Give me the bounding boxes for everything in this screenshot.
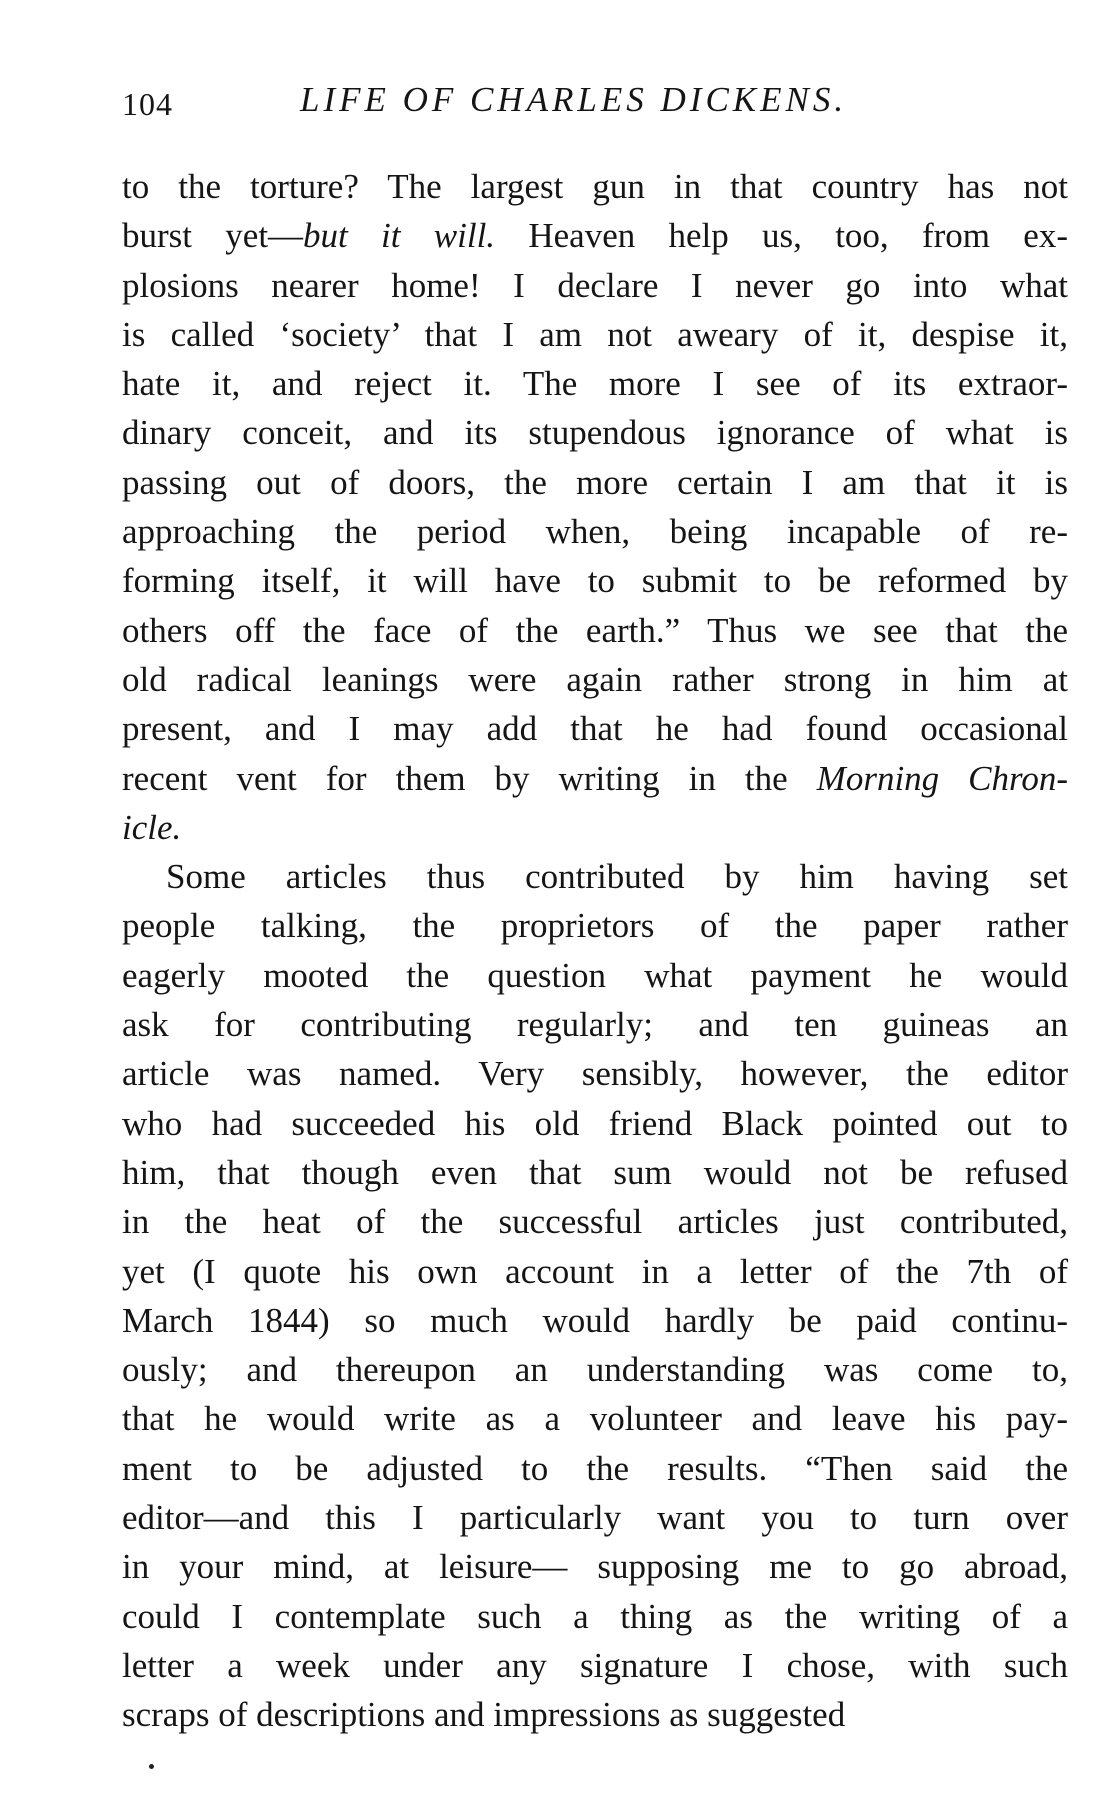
text-line — [122, 1148, 1068, 1197]
text-run: recent vent for them by writing in the — [122, 758, 817, 798]
italic-run: icle. — [122, 807, 182, 847]
text-line — [122, 655, 1068, 704]
text-run: article was named. Very sensibly, however, the editor — [122, 1054, 1068, 1094]
text-line — [122, 162, 1068, 211]
italic-run: but it will. — [303, 216, 496, 256]
text-line — [122, 1099, 1068, 1148]
text-run: yet (I quote his own account in a letter of the 7th of — [122, 1251, 1068, 1291]
text-line — [122, 1542, 1068, 1591]
text-line — [122, 803, 1068, 852]
text-run: in the heat of the successful articles just contributed, — [122, 1202, 1068, 1242]
page-header — [122, 80, 1062, 132]
text-run: to the torture? The largest gun in that country has not — [122, 167, 1068, 206]
text-run: ment to be adjusted to the results. “Then said the — [122, 1448, 1068, 1488]
text-line — [122, 1641, 1068, 1690]
text-run: forming itself, it will have to submit to be reformed by — [122, 561, 1068, 601]
text-run: could I contemplate such a thing as the writing of a — [122, 1596, 1068, 1636]
text-run: Heaven help us, too, from ex- — [495, 216, 1068, 256]
text-run: others off the face of the earth.” Thus we see that the — [122, 610, 1068, 650]
text-run: plosions nearer home! I declare I never go into what — [122, 265, 1068, 305]
text-line — [122, 261, 1068, 310]
text-line — [122, 1394, 1068, 1443]
text-run: ask for contributing regularly; and ten guineas an — [122, 1005, 1068, 1045]
text-line — [122, 458, 1068, 507]
body-text — [122, 162, 1068, 1740]
text-line — [122, 852, 1068, 901]
text-run: scraps of descriptions and impressions as suggested — [122, 1695, 846, 1735]
text-run: present, and I may add that he had found occasional — [122, 709, 1068, 749]
text-line — [122, 310, 1068, 359]
text-line — [122, 1296, 1068, 1345]
text-line — [122, 1592, 1068, 1641]
text-line — [122, 1247, 1068, 1296]
text-run: dinary conceit, and its stupendous ignorance of what is — [122, 413, 1068, 453]
running-title: LIFE OF CHARLES DICKENS. — [300, 80, 848, 119]
text-line — [122, 1049, 1068, 1098]
printer-dot-mark — [149, 1764, 154, 1769]
text-run: in your mind, at leisure— supposing me to go abroad, — [122, 1547, 1068, 1587]
text-run: Some articles thus contributed by him having set — [166, 857, 1068, 897]
text-line — [122, 1493, 1068, 1542]
text-line — [122, 951, 1068, 1000]
text-line — [122, 1345, 1068, 1394]
text-run: eagerly mooted the question what payment he would — [122, 955, 1068, 995]
text-line — [122, 704, 1068, 753]
text-run: that he would write as a volunteer and leave his pay- — [122, 1399, 1068, 1439]
text-run: approaching the period when, being incapable of re- — [122, 512, 1068, 552]
text-run: him, that though even that sum would not be refused — [122, 1152, 1068, 1192]
text-line — [122, 1690, 1068, 1739]
text-line — [122, 1000, 1068, 1049]
text-line — [122, 556, 1068, 605]
text-line — [122, 359, 1068, 408]
text-run: ously; and thereupon an understanding was come to, — [122, 1350, 1068, 1390]
italic-run: Morning Chron- — [816, 758, 1068, 798]
page-number: 104 — [122, 86, 173, 122]
text-run: March 1844) so much would hardly be paid continu- — [122, 1300, 1068, 1340]
text-line — [122, 1197, 1068, 1246]
paragraph — [122, 852, 1068, 1739]
text-line — [122, 754, 1068, 803]
text-line — [122, 901, 1068, 950]
text-run: burst yet— — [122, 216, 304, 256]
text-line — [122, 408, 1068, 457]
text-run: old radical leanings were again rather strong in him at — [122, 659, 1068, 699]
text-line — [122, 1444, 1068, 1493]
paragraph — [122, 162, 1068, 852]
text-line — [122, 211, 1068, 260]
text-run: letter a week under any signature I chose, with such — [122, 1645, 1068, 1685]
text-run: passing out of doors, the more certain I am that it is — [122, 462, 1068, 502]
text-run: editor—and this I particularly want you to turn over — [122, 1498, 1068, 1538]
text-line — [122, 507, 1068, 556]
text-line — [122, 606, 1068, 655]
text-run: who had succeeded his old friend Black pointed out to — [122, 1103, 1068, 1143]
text-run: is called ‘society’ that I am not aweary of it, despise it, — [122, 314, 1068, 354]
text-run: people talking, the proprietors of the paper rather — [122, 906, 1068, 946]
text-run: hate it, and reject it. The more I see of its extraor- — [122, 364, 1068, 404]
